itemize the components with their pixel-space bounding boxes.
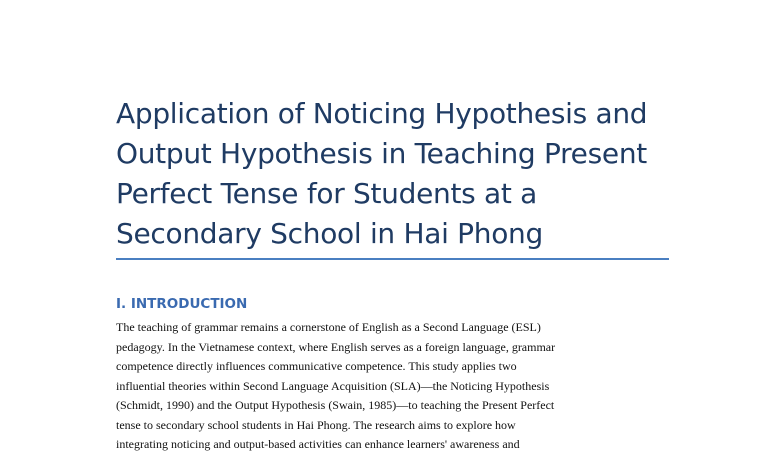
title-line: Secondary School in Hai Phong: [116, 217, 543, 250]
title-line: Perfect Tense for Students at a: [116, 177, 538, 210]
paragraph-line: tense to secondary school students in Hai Phong. The research aims to explore how: [116, 417, 516, 432]
introduction-paragraph: [116, 318, 676, 455]
section-heading: I. INTRODUCTION: [116, 296, 248, 312]
title-line: Application of Noticing Hypothesis and: [116, 97, 648, 130]
title-line: Output Hypothesis in Teaching Present: [116, 137, 647, 170]
paragraph-line: integrating noticing and output-based activities can enhance learners' awareness and: [116, 437, 520, 451]
paragraph-line: The teaching of grammar remains a cornerstone of English as a Second Language (ESL): [116, 320, 541, 334]
paragraph-line: competence directly influences communicative competence. This study applies two: [116, 359, 517, 373]
paragraph-line: influential theories within Second Language Acquisition (SLA)—the Noticing Hypothesis: [116, 378, 550, 393]
document-title: [116, 94, 676, 254]
paragraph-line: (Schmidt, 1990) and the Output Hypothesis (Swain, 1985)—to teaching the Present Perfect: [116, 398, 555, 412]
title-divider: [116, 258, 669, 260]
paragraph-line: pedagogy. In the Vietnamese context, where English serves as a foreign language, grammar: [116, 339, 556, 354]
